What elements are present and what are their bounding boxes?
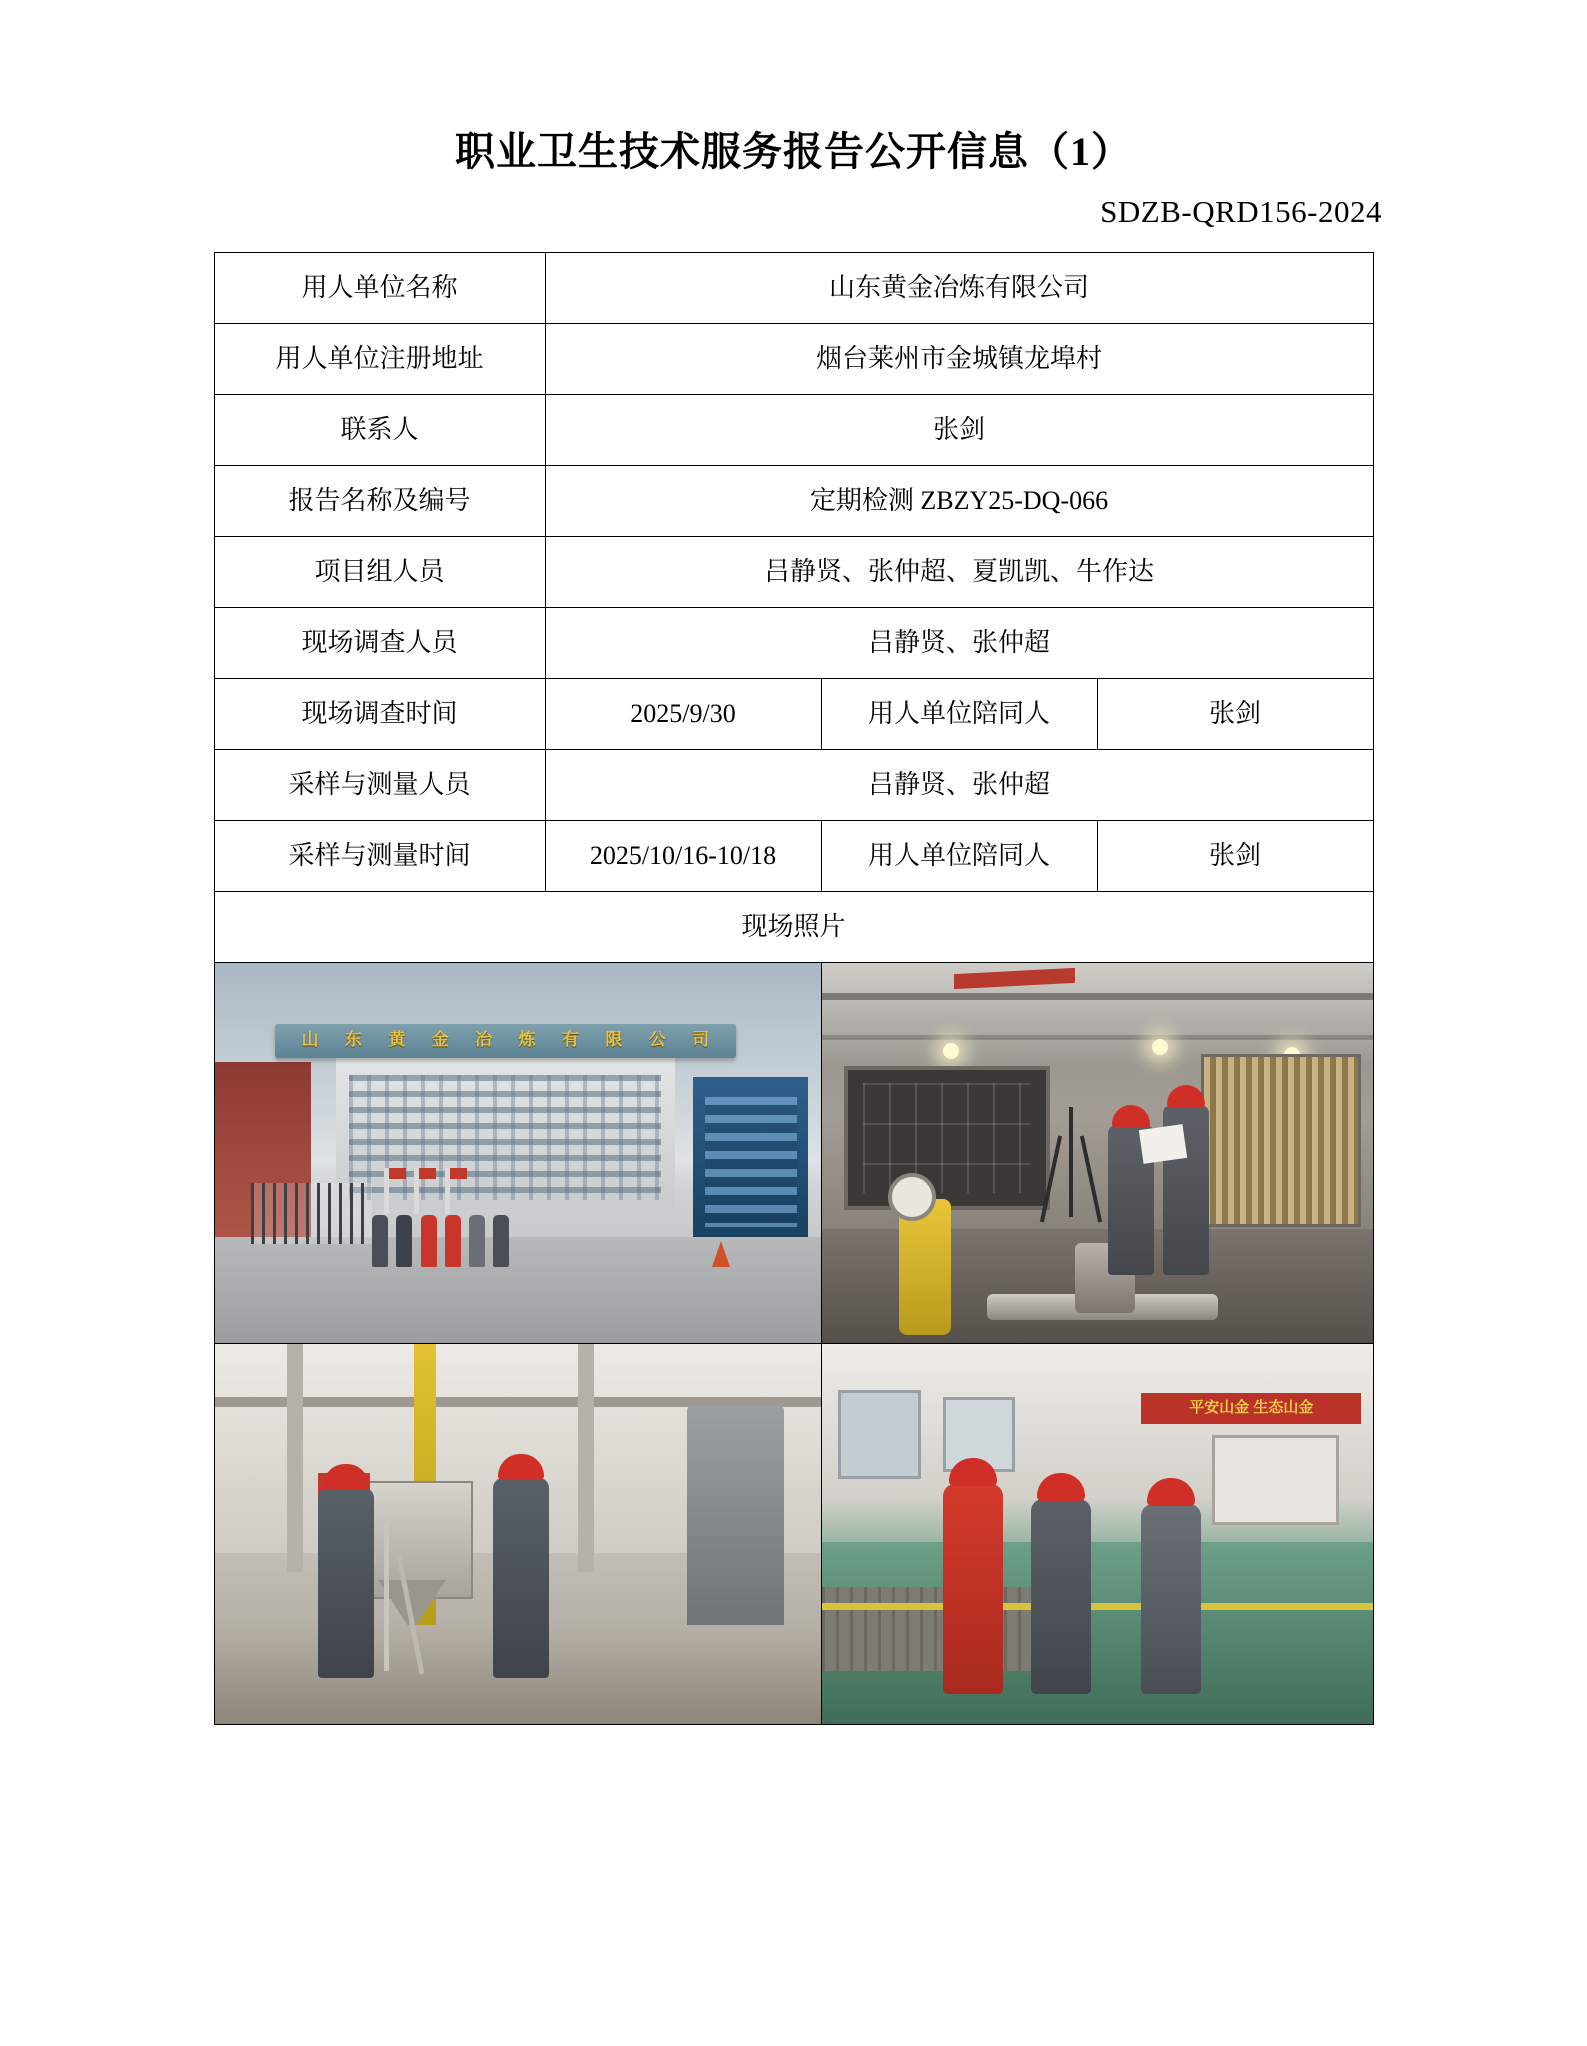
table-row [214,750,1373,821]
photo-factory-gate [215,963,821,1343]
row-label-survey-escort: 用人单位陪同人 [821,679,1097,750]
person-figure [445,1215,461,1267]
worker-figure [1031,1499,1091,1694]
table-row [214,395,1373,466]
person-figure [469,1215,485,1267]
worker-figure [943,1484,1003,1694]
sign-char: 东 [344,1030,362,1050]
photo-row [214,963,1373,1344]
row-value-registered-address: 烟台莱州市金城镇龙埠村 [545,324,1373,395]
info-table [214,252,1374,1725]
row-value-survey-staff: 吕静贤、张仲超 [545,608,1373,679]
table-row [214,892,1373,963]
row-label-project-team: 项目组人员 [214,537,545,608]
person-figure [396,1215,412,1267]
row-label-sampling-time: 采样与测量时间 [214,821,545,892]
row-value-sampling-time: 2025/10/16-10/18 [545,821,821,892]
pressure-gauge-icon [888,1173,936,1221]
person-figure [372,1215,388,1267]
flag-pole [384,1168,389,1214]
row-label-survey-staff: 现场调查人员 [214,608,545,679]
sign-char: 公 [648,1030,666,1050]
photo-green-floor-group [822,1344,1373,1724]
sign-char: 有 [561,1030,579,1050]
equipment-panel [844,1066,1050,1211]
photos-section-header: 现场照片 [214,892,1373,963]
sliding-gate [251,1183,372,1244]
window-pane [838,1390,921,1480]
photo-cell-gate [214,963,821,1344]
support-column [287,1344,303,1572]
ceiling-lamp [943,1043,959,1059]
document-code: SDZB-QRD156-2024 [1100,194,1382,229]
page-title: 职业卫生技术服务报告公开信息（1） [455,129,1132,174]
helmet-icon [1112,1105,1150,1127]
photo-indoor-sampling [215,1344,821,1724]
table-row [214,679,1373,750]
sampling-tripod [384,1521,389,1671]
row-value-report-name: 定期检测 ZBZY25-DQ-066 [545,466,1373,537]
row-label-registered-address: 用人单位注册地址 [214,324,545,395]
gate-sign-text [275,1024,736,1058]
row-label-sampling-staff: 采样与测量人员 [214,750,545,821]
photo-filter-press [822,963,1373,1343]
row-value-survey-escort: 张剑 [1097,679,1373,750]
steel-truss [822,1035,1373,1040]
row-label-company-name: 用人单位名称 [214,253,545,324]
worker-figure [1141,1504,1201,1694]
table-row [214,821,1373,892]
banner-text: 平安山金 生态山金 [1189,1399,1314,1417]
sign-char: 金 [431,1030,449,1050]
sign-char: 炼 [518,1030,536,1050]
photo-row [214,1344,1373,1725]
table-row [214,466,1373,537]
photo-cell-filter-press [821,963,1373,1344]
photo-cell-indoor-sampling [214,1344,821,1725]
row-value-sampling-staff: 吕静贤、张仲超 [545,750,1373,821]
person-figure [493,1215,509,1267]
info-table-wrapper [214,252,1374,1725]
sign-char: 冶 [475,1030,493,1050]
steel-truss [822,993,1373,1000]
helmet-icon [1167,1085,1205,1107]
row-label-contact: 联系人 [214,395,545,466]
sign-char: 山 [301,1030,319,1050]
filter-press-unit [1201,1054,1361,1227]
row-label-report-name: 报告名称及编号 [214,466,545,537]
clipboard-paper [1139,1124,1187,1164]
row-value-survey-time: 2025/9/30 [545,679,821,750]
row-value-contact: 张剑 [545,395,1373,466]
row-value-company-name: 山东黄金冶炼有限公司 [545,253,1373,324]
flag-pole [445,1168,450,1214]
sign-char: 司 [692,1030,710,1050]
table-row [214,324,1373,395]
sampling-tripod [1069,1107,1073,1217]
row-label-sampling-escort: 用人单位陪同人 [821,821,1097,892]
ceiling-lamp [1152,1039,1168,1055]
table-row [214,253,1373,324]
worker-figure [318,1488,374,1678]
person-figure [421,1215,437,1267]
row-value-project-team: 吕静贤、张仲超、夏凯凯、牛作达 [545,537,1373,608]
table-row [214,537,1373,608]
row-label-survey-time: 现场调查时间 [214,679,545,750]
sign-char: 限 [605,1030,623,1050]
blue-guard-house [693,1077,808,1244]
safety-banner [1141,1393,1361,1423]
support-column [578,1344,594,1572]
row-value-sampling-escort: 张剑 [1097,821,1373,892]
table-row [214,608,1373,679]
photo-cell-green-floor [821,1344,1373,1725]
worker-figure [493,1478,549,1678]
sign-char: 黄 [388,1030,406,1050]
traffic-cone [712,1241,730,1267]
flag-pole [414,1168,419,1214]
yellow-floor-line [822,1603,1373,1610]
doorway [1212,1435,1339,1525]
